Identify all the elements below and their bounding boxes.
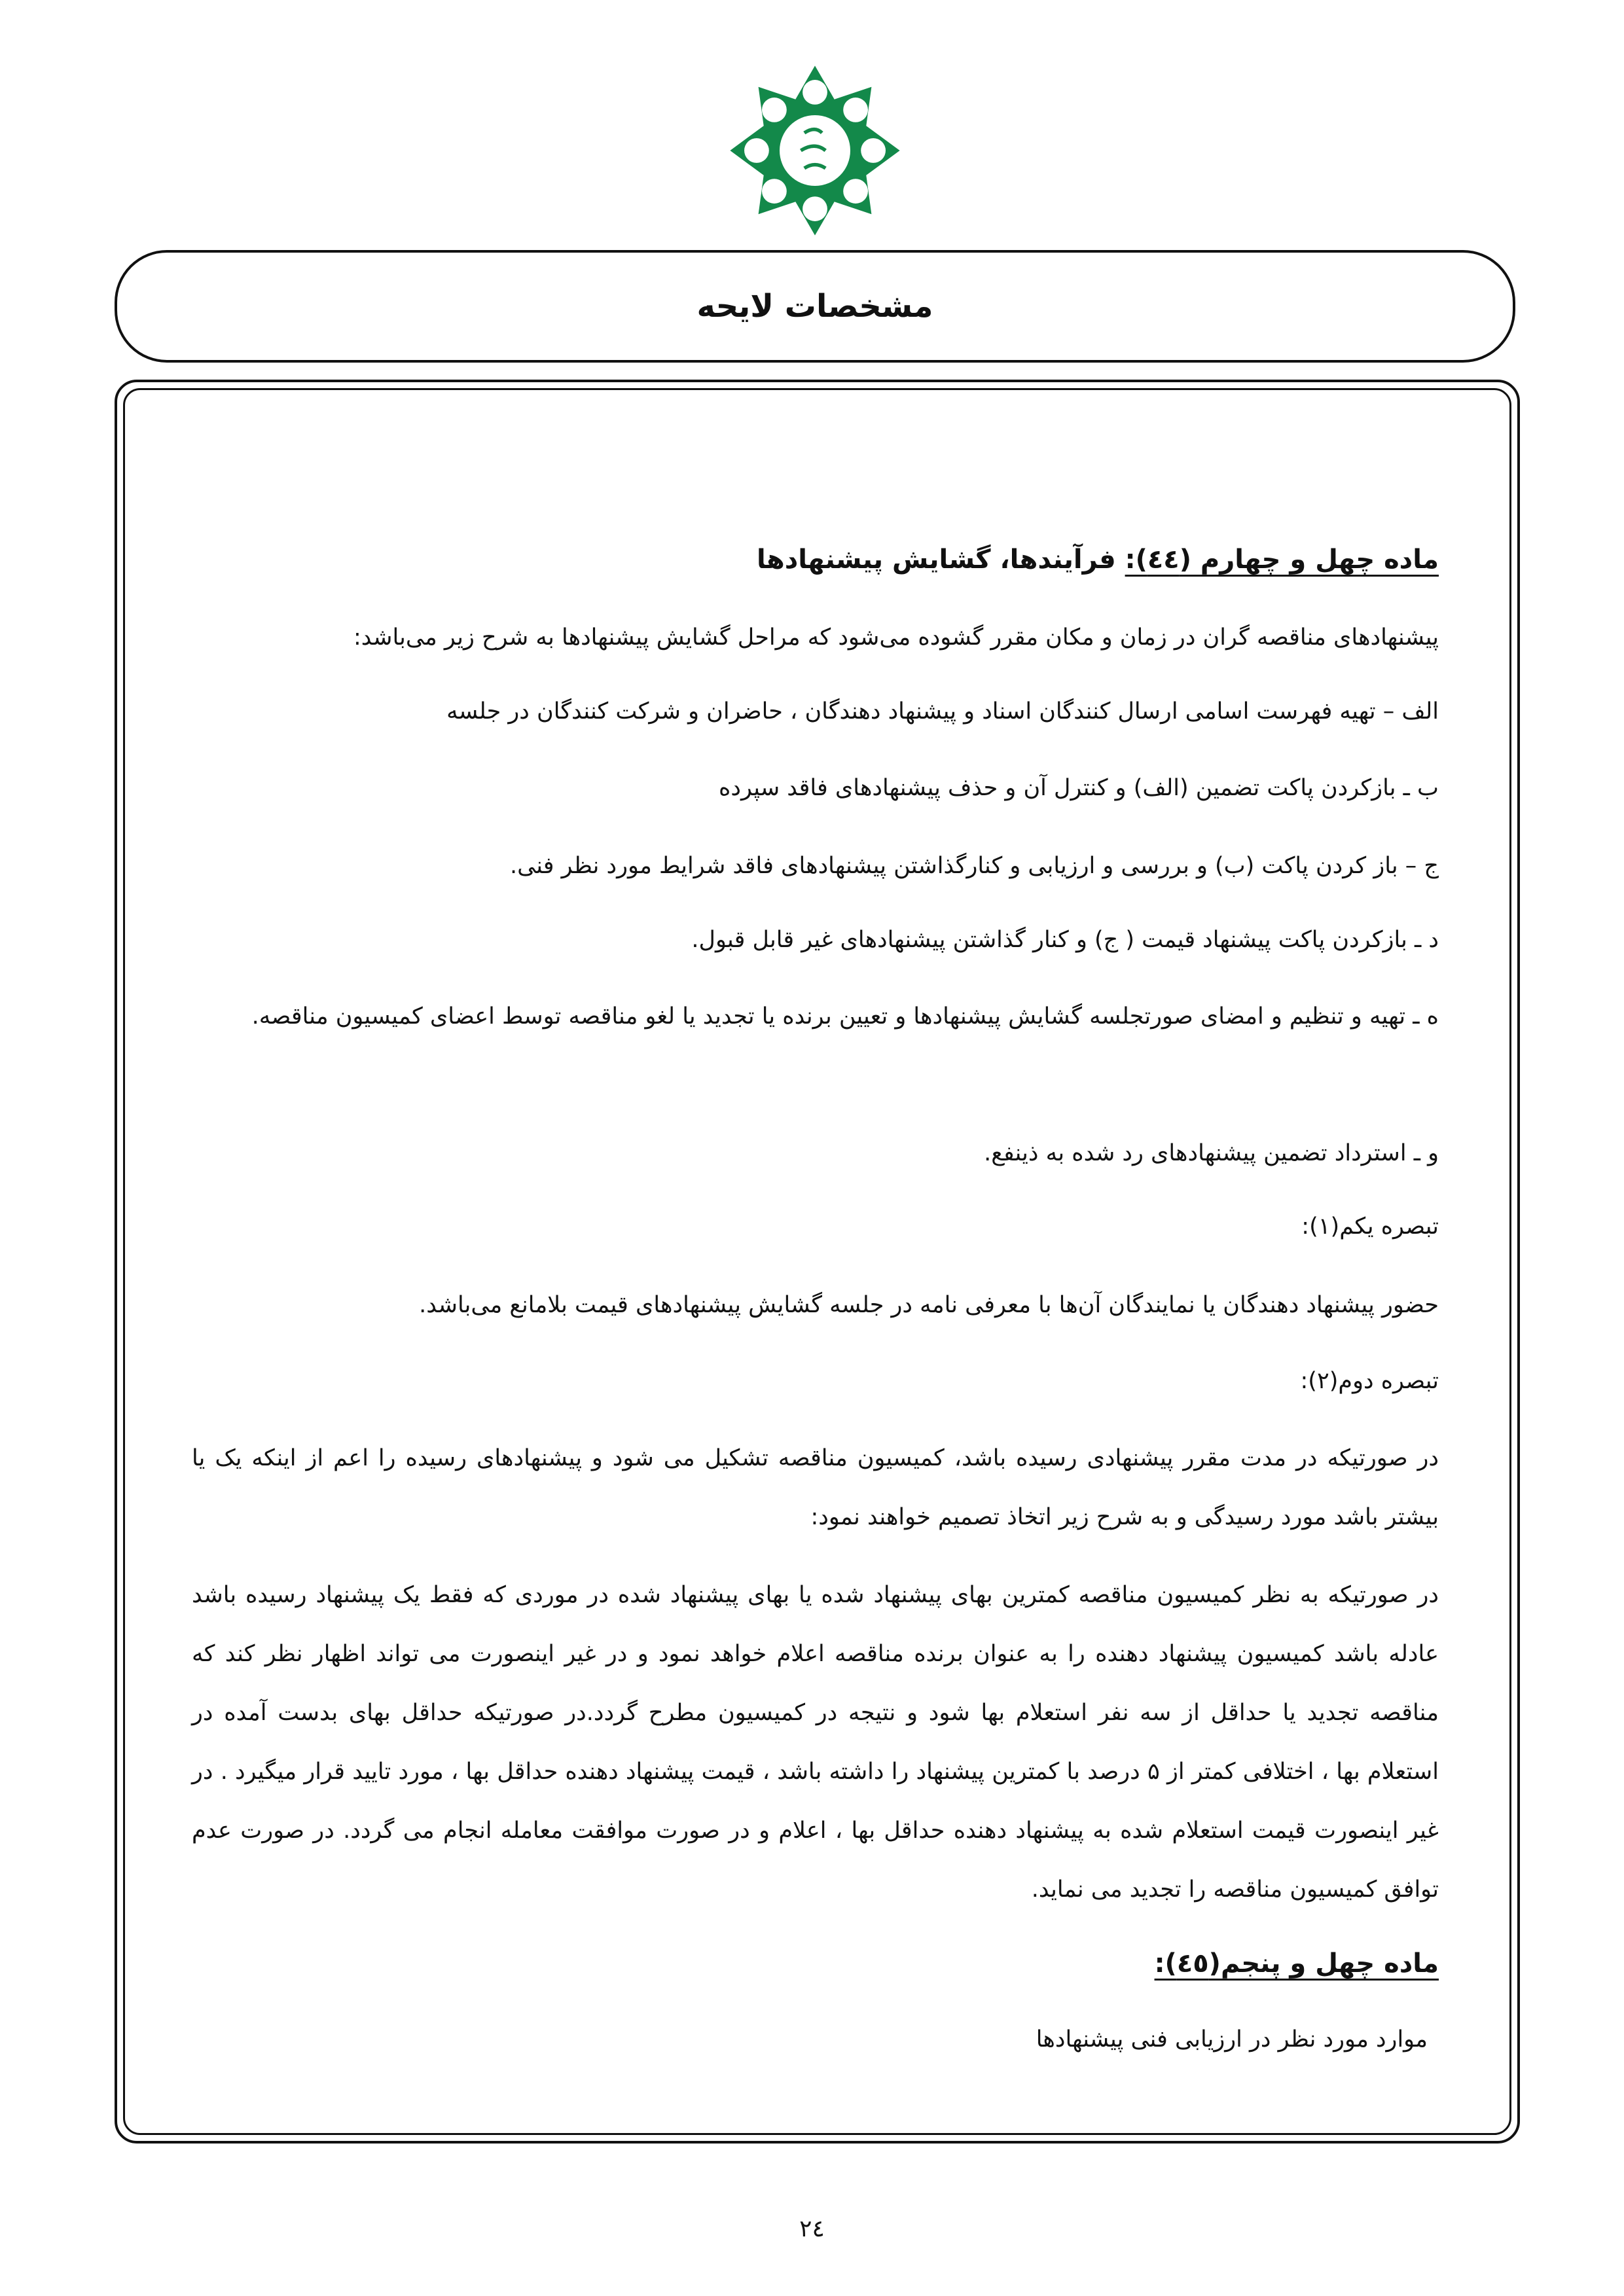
item-jim: ج – باز کردن پاکت (ب) و بررسی و ارزیابی و کنارگذاشتن پیشنهادهای فاقد شرایط مورد نظر فنی. bbox=[509, 853, 1439, 879]
article-45-text: موارد مورد نظر در ارزیابی فنی پیشنهادها bbox=[1036, 2026, 1428, 2053]
tehran-municipality-logo bbox=[727, 62, 903, 239]
item-dal: د ـ بازکردن پاکت پیشنهاد قیمت ( ج) و کنار گذاشتن پیشنهادهای غیر قابل قبول. bbox=[691, 927, 1439, 953]
item-alef: الف – تهیه فهرست اسامی ارسال کنندگان اسناد و پیشنهاد دهندگان ، حاضران و شرکت کنندگان در جلسه bbox=[446, 698, 1439, 725]
article-44-heading bbox=[192, 540, 1439, 579]
item-vav: و ـ استرداد تضمین پیشنهادهای رد شده به ذینفع. bbox=[984, 1140, 1439, 1166]
note-1-label: تبصره یکم(۱): bbox=[1301, 1213, 1439, 1240]
article-45-number: ماده چهل و پنجم(٤٥): bbox=[1154, 1948, 1439, 1979]
note-1-text: حضور پیشنهاد دهندگان یا نمایندگان آن‌ها با معرفی نامه در جلسه گشایش پیشنهادهای قیمت بلامانع می‌باشد. bbox=[419, 1292, 1439, 1318]
note-2-paragraph-2: در صورتیکه به نظر کمیسیون مناقصه کمترین بهای پیشنهاد شده یا بهای پیشنهاد شده در موردی که فقط یک پیشنهاد رسیده باشد عادله باشد کمیسیون پیشنهاد دهنده را به عنوان برنده مناقصه اعلام خواهد نمود و در غیر اینصورت می تواند اظهار نظر کند که مناقصه تجدید یا حداقل از سه نفر استعلام بها شود و نتیجه در کمیسیون مطرح گردد.در صورتیکه حداقل بهای بدست آمده در استعلام بها ، اختلافی کمتر از ۵ درصد با کمترین پیشنهاد را داشته باشد ، قیمت پیشنهاد دهنده حداقل بها ، مورد تایید قرار میگیرد . در غیر اینصورت قیمت استعلام شده به پیشنهاد دهنده حداقل بها ، اعلام و در صورت موافقت معامله انجام می گردد. در صورت عدم توافق کمیسیون مناقصه را تجدید می نماید. bbox=[192, 1582, 1439, 1903]
article-45-heading bbox=[192, 1944, 1439, 1983]
title-box bbox=[115, 250, 1515, 363]
document-title: مشخصات لایحه bbox=[696, 288, 933, 325]
note-2-label: تبصره دوم(۲): bbox=[1300, 1368, 1439, 1394]
item-be: ب ـ بازکردن پاکت تضمین (الف) و کنترل آن و حذف پیشنهادهای فاقد سپرده bbox=[719, 775, 1439, 801]
article-44-title: فرآیندها، گشایش پیشنهادها bbox=[756, 545, 1125, 575]
item-he: ه ـ تهیه و تنظیم و امضای صورتجلسه گشایش پیشنهادها و تعیین برنده یا تجدید یا لغو مناقصه توسط اعضای کمیسیون مناقصه. bbox=[251, 1003, 1439, 1030]
article-44-intro: پیشنهادهای مناقصه گران در زمان و مکان مقرر گشوده می‌شود که مراحل گشایش پیشنهادها به شرح زیر می‌باشد: bbox=[353, 624, 1439, 651]
article-44-number: ماده چهل و چهارم (٤٤): bbox=[1125, 545, 1439, 575]
note-2-paragraph-1: در صورتیکه در مدت مقرر پیشنهادی رسیده باشد، کمیسیون مناقصه تشکیل می شود و پیشنهادهای رسیده را اعم از اینکه یک یا بیشتر باشد مورد رسیدگی و به شرح زیر اتخاذ تصمیم خواهند نمود: bbox=[192, 1445, 1439, 1530]
page-number: ٢٤ bbox=[799, 2215, 825, 2242]
